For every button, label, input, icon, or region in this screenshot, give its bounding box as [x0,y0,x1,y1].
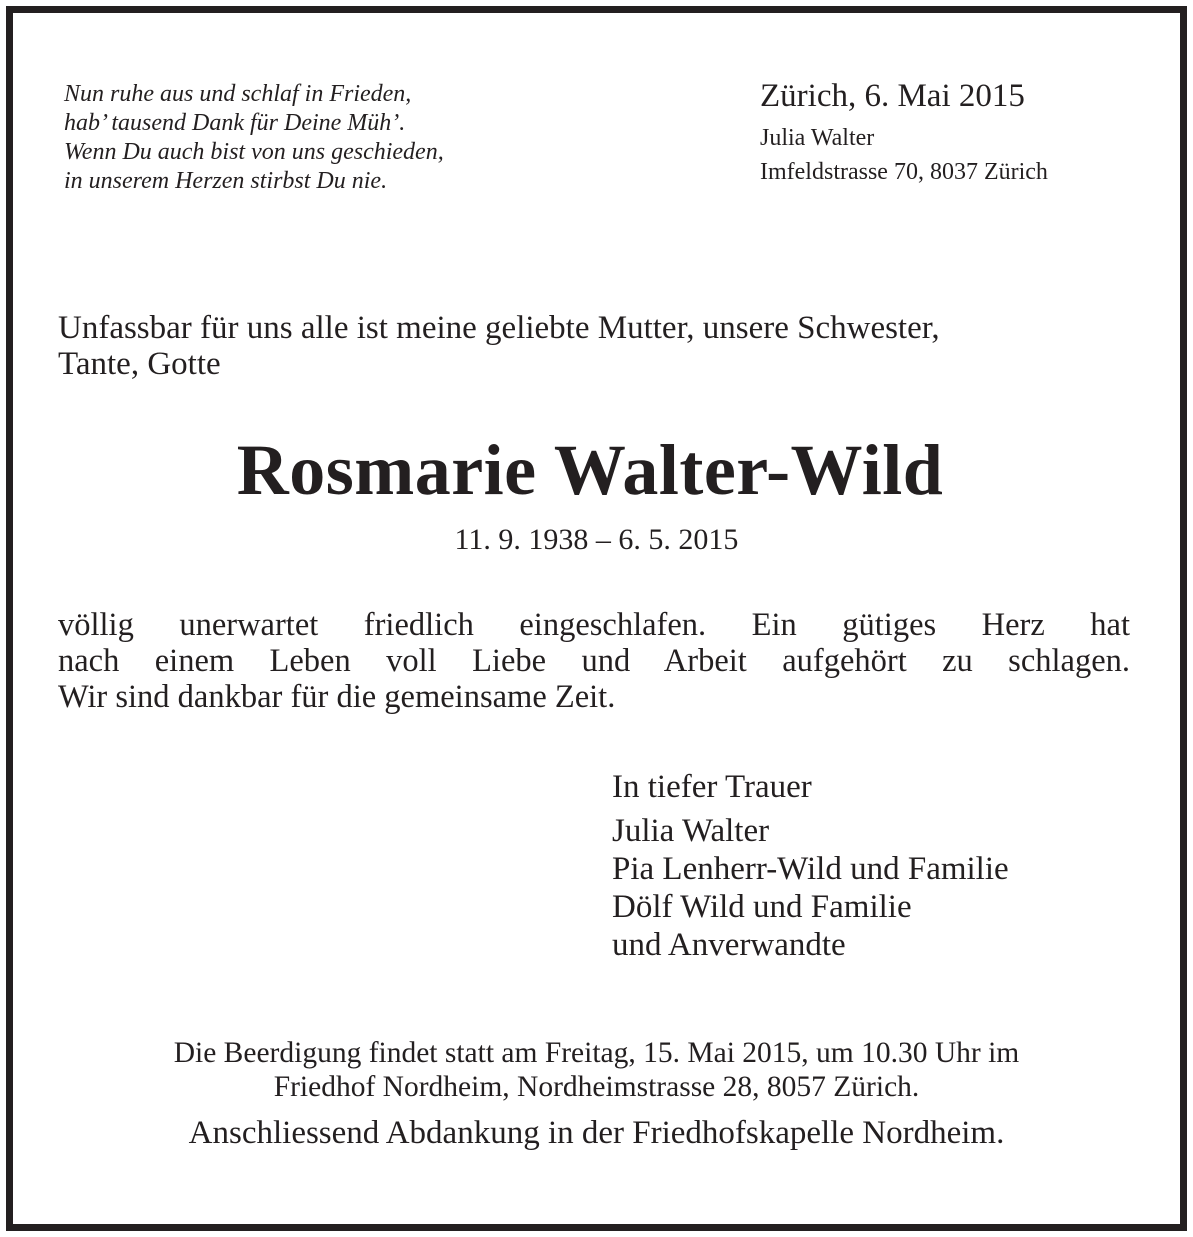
mourners-heading: In tiefer Trauer [612,769,812,805]
intro-text [58,310,1128,382]
sender-address: Imfeldstrasse 70, 8037 Zürich [760,159,1048,185]
poem-line: in unserem Herzen stirbst Du nie. [64,168,388,194]
poem-line: Wenn Du auch bist von uns geschieden, [64,139,444,165]
sender-name: Julia Walter [760,125,875,151]
body-text [58,607,1130,715]
abdankung-info: Anschliessend Abdankung in der Friedhofskapelle Nordheim. [188,1115,1005,1151]
funeral-line: Die Beerdigung findet statt am Freitag, 15. Mai 2015, um 10.30 Uhr im [173,1037,1020,1069]
intro-line: Unfassbar für uns alle ist meine geliebte Mutter, unsere Schwester, [58,310,940,346]
deceased-name: Rosmarie Walter-Wild [236,430,944,510]
poem-verse [64,80,444,196]
mourners-block [612,768,1009,964]
funeral-info [0,1036,1193,1104]
place-and-date: Zürich, 6. Mai 2015 [760,78,1025,114]
intro-line: Tante, Gotte [58,346,221,382]
mourner-name: und Anverwandte [612,927,846,963]
mourner-name: Dölf Wild und Familie [612,889,912,925]
life-dates: 11. 9. 1938 – 6. 5. 2015 [454,523,739,556]
funeral-line: Friedhof Nordheim, Nordheimstrasse 28, 8057 Zürich. [273,1071,920,1103]
mourner-name: Julia Walter [612,813,770,849]
poem-line: Nun ruhe aus und schlaf in Frieden, [64,81,412,107]
body-line: Wir sind dankbar für die gemeinsame Zeit. [58,679,616,715]
body-line: nach einem Leben voll Liebe und Arbeit aufgehört zu schlagen. [58,643,1130,679]
poem-line: hab’ tausend Dank für Deine Müh’. [64,110,406,136]
mourner-name: Pia Lenherr-Wild und Familie [612,851,1009,887]
body-line: völlig unerwartet friedlich eingeschlafen. Ein gütiges Herz hat [58,607,1130,643]
